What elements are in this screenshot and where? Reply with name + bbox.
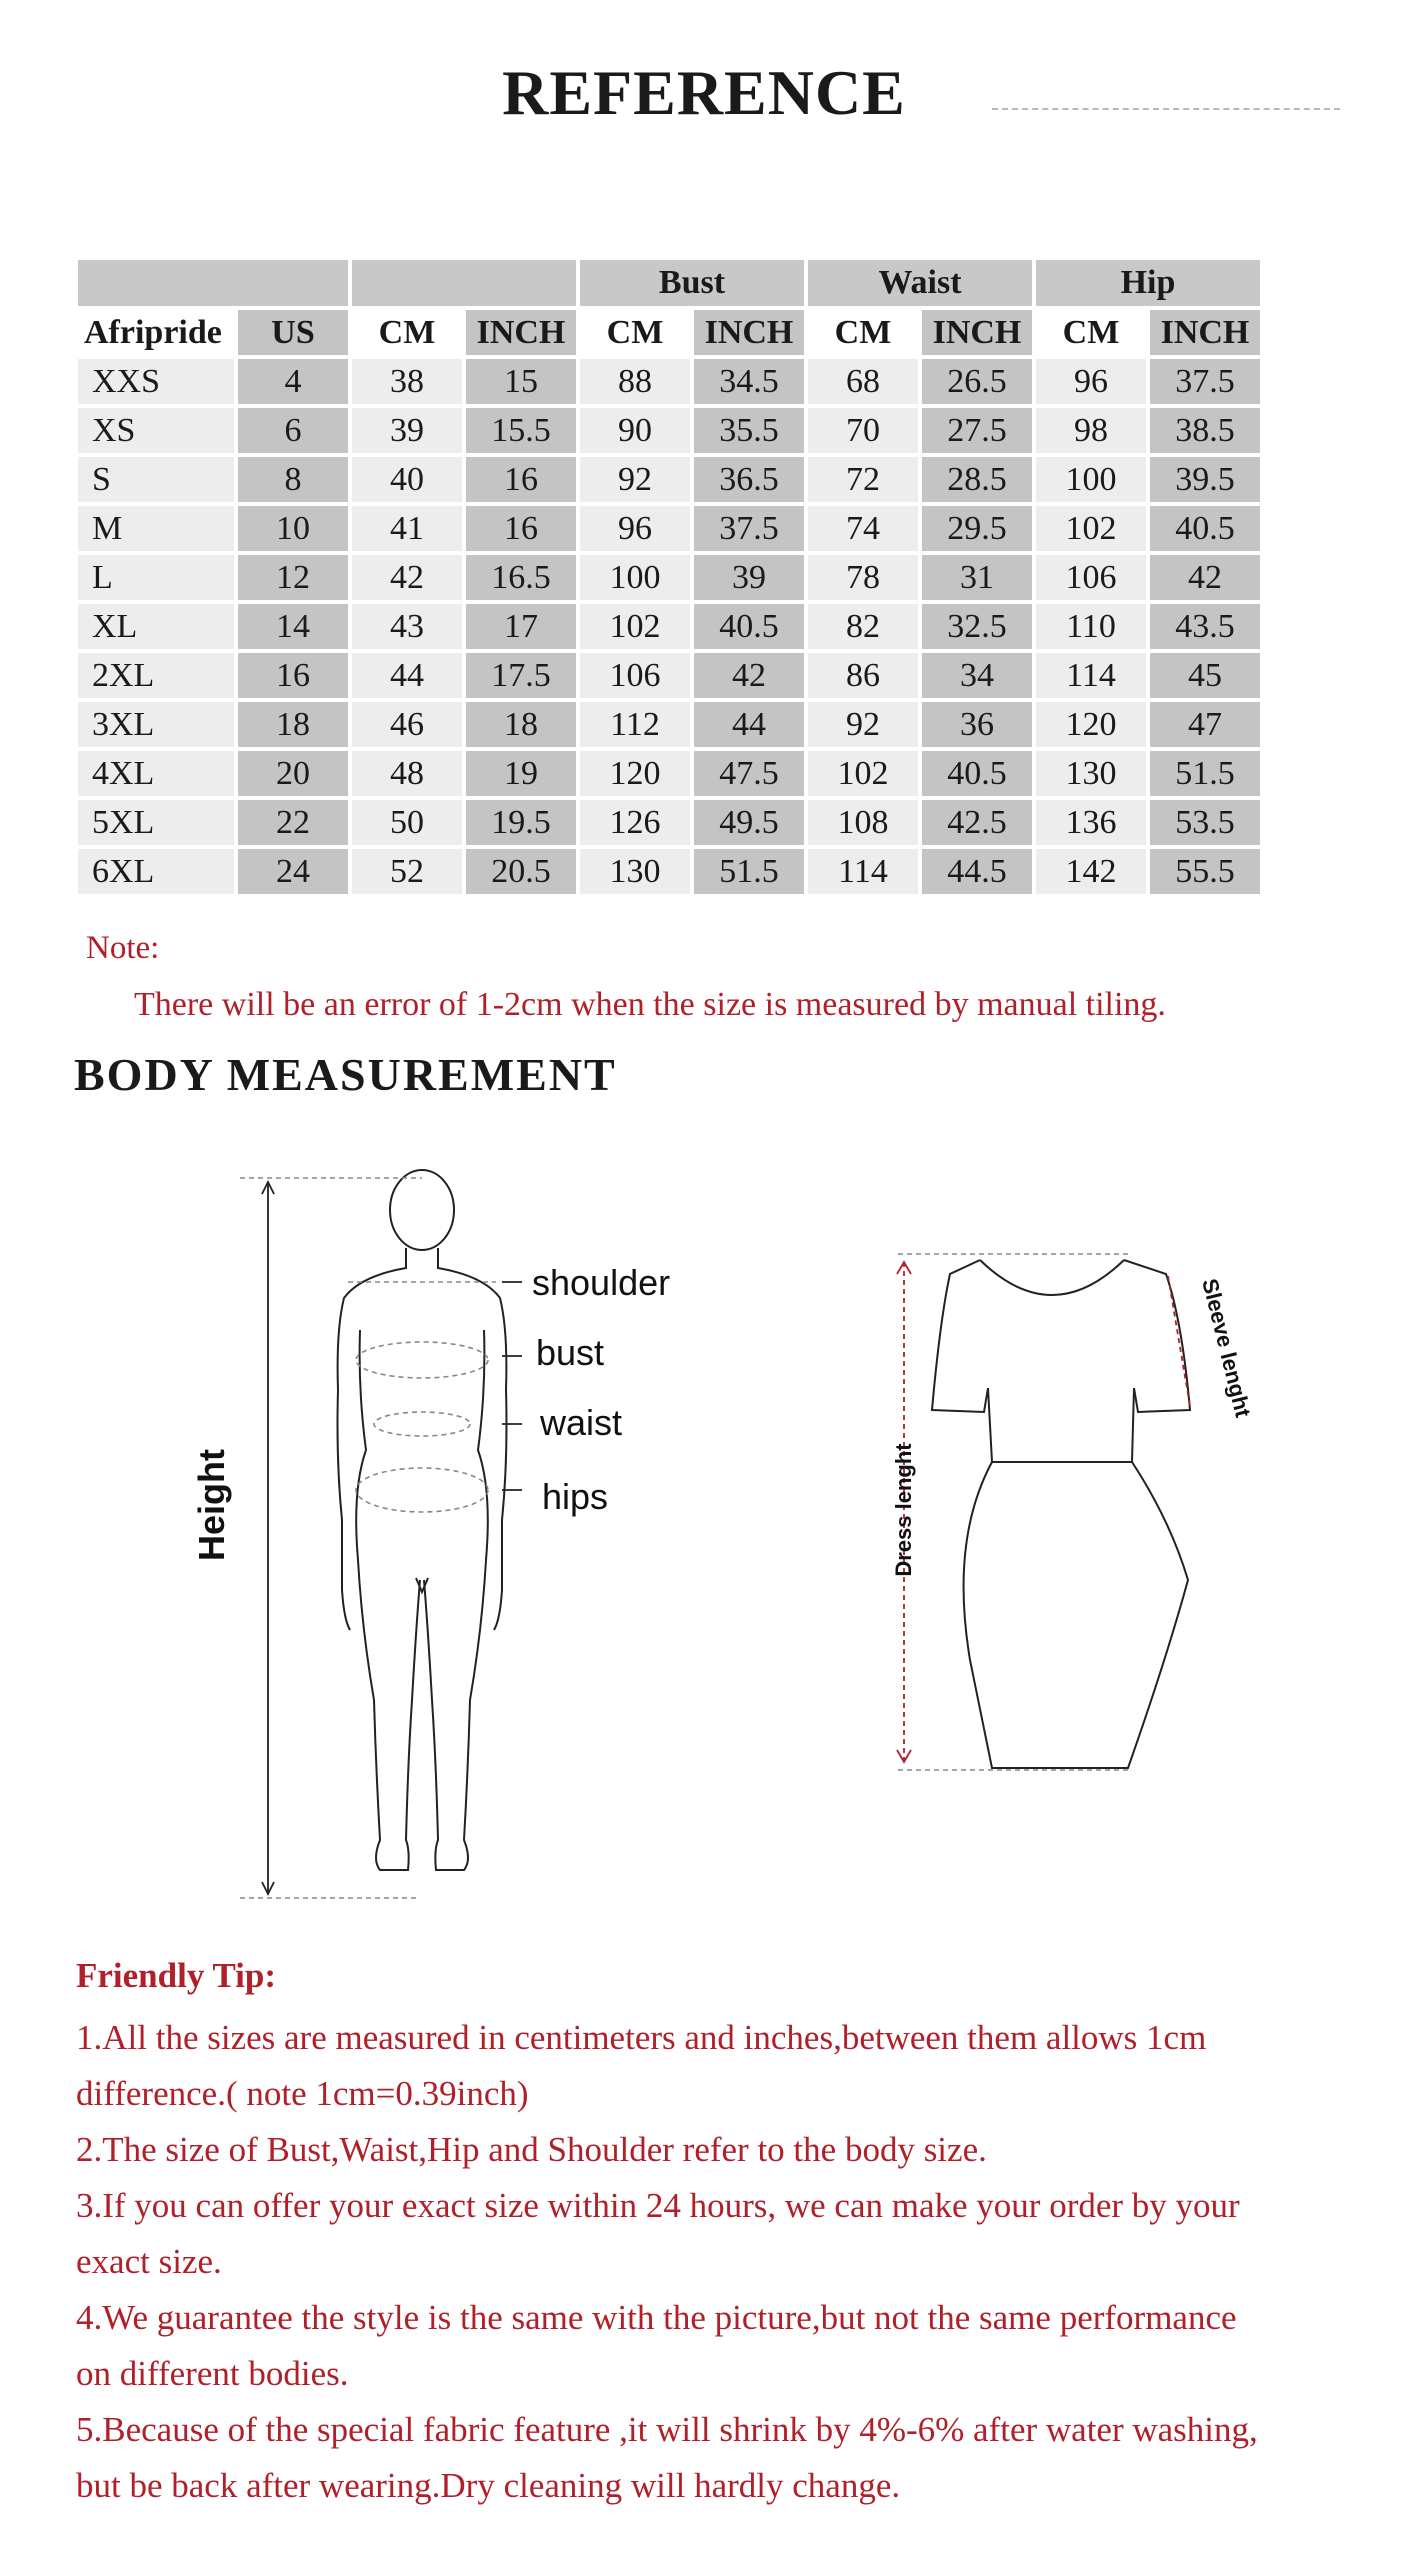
table-cell: 40.5 — [922, 751, 1032, 796]
table-cell: 55.5 — [1150, 849, 1260, 894]
size-chart-table — [74, 256, 1264, 898]
table-cell: 35.5 — [694, 408, 804, 453]
table-cell: 8 — [238, 457, 348, 502]
table-cell: 42 — [352, 555, 462, 600]
table-cell: 31 — [922, 555, 1032, 600]
label-bust: bust — [536, 1332, 605, 1373]
table-cell: 18 — [238, 702, 348, 747]
size-label-cell: XS — [78, 408, 234, 453]
table-cell: 90 — [580, 408, 690, 453]
table-cell: 52 — [352, 849, 462, 894]
label-shoulder: shoulder — [532, 1262, 671, 1303]
table-cell: 44.5 — [922, 849, 1032, 894]
table-cell: 39 — [352, 408, 462, 453]
subheader-cell: INCH — [1150, 310, 1260, 355]
table-cell: 88 — [580, 359, 690, 404]
table-cell: 130 — [580, 849, 690, 894]
table-row — [78, 359, 1260, 404]
size-label-cell: L — [78, 555, 234, 600]
subheader-cell: INCH — [922, 310, 1032, 355]
table-cell: 102 — [580, 604, 690, 649]
subheader-cell: US — [238, 310, 348, 355]
size-label-cell: 3XL — [78, 702, 234, 747]
table-cell: 68 — [808, 359, 918, 404]
table-cell: 47 — [1150, 702, 1260, 747]
group-header-hip: Hip — [1036, 260, 1260, 306]
table-cell: 40.5 — [1150, 506, 1260, 551]
table-cell: 43.5 — [1150, 604, 1260, 649]
table-cell: 120 — [1036, 702, 1146, 747]
table-cell: 100 — [580, 555, 690, 600]
table-cell: 22 — [238, 800, 348, 845]
table-cell: 74 — [808, 506, 918, 551]
table-cell: 48 — [352, 751, 462, 796]
table-row — [78, 800, 1260, 845]
table-cell: 16 — [238, 653, 348, 698]
label-hips: hips — [542, 1476, 609, 1517]
size-label-cell: 2XL — [78, 653, 234, 698]
table-cell: 112 — [580, 702, 690, 747]
tip-line: 3.If you can offer your exact size within 24 hours, we can make your order by your — [76, 2186, 1240, 2225]
table-row — [78, 555, 1260, 600]
table-cell: 44 — [352, 653, 462, 698]
table-cell: 114 — [1036, 653, 1146, 698]
table-row — [78, 457, 1260, 502]
dress-figure-illustration — [870, 1240, 1250, 1780]
table-cell: 51.5 — [694, 849, 804, 894]
table-row — [78, 604, 1260, 649]
table-cell: 72 — [808, 457, 918, 502]
tip-line: on different bodies. — [76, 2354, 349, 2393]
subheader-cell: CM — [834, 313, 892, 351]
table-cell: 49.5 — [694, 800, 804, 845]
size-label-cell: 6XL — [78, 849, 234, 894]
table-cell: 14 — [238, 604, 348, 649]
table-group-header-row — [78, 260, 1260, 306]
table-cell: 142 — [1036, 849, 1146, 894]
table-cell: 86 — [808, 653, 918, 698]
table-cell: 130 — [1036, 751, 1146, 796]
table-cell: 34.5 — [694, 359, 804, 404]
table-row — [78, 849, 1260, 894]
table-cell: 18 — [466, 702, 576, 747]
table-cell: 15 — [466, 359, 576, 404]
table-body — [78, 359, 1260, 894]
table-cell: 44 — [694, 702, 804, 747]
subheader-cell: CM — [1062, 313, 1120, 351]
size-label-cell: S — [78, 457, 234, 502]
table-cell: 70 — [808, 408, 918, 453]
table-cell: 45 — [1150, 653, 1260, 698]
label-height: Height — [191, 1449, 232, 1561]
table-cell: 108 — [808, 800, 918, 845]
table-cell: 42.5 — [922, 800, 1032, 845]
table-cell: 126 — [580, 800, 690, 845]
group-header-blank — [352, 260, 576, 306]
label-sleeve-length: Sleeve lenght — [1197, 1276, 1256, 1420]
table-cell: 120 — [580, 751, 690, 796]
size-label-cell: M — [78, 506, 234, 551]
body-figure-illustration — [240, 1160, 540, 1910]
table-cell: 42 — [1150, 555, 1260, 600]
tips-title: Friendly Tip: — [76, 1956, 277, 1995]
tip-line: difference.( note 1cm=0.39inch) — [76, 2074, 529, 2113]
table-cell: 110 — [1036, 604, 1146, 649]
table-cell: 92 — [808, 702, 918, 747]
subheader-cell: INCH — [694, 310, 804, 355]
table-cell: 16.5 — [466, 555, 576, 600]
table-cell: 26.5 — [922, 359, 1032, 404]
table-cell: 27.5 — [922, 408, 1032, 453]
table-cell: 28.5 — [922, 457, 1032, 502]
table-cell: 16 — [466, 457, 576, 502]
section-title-body-measurement: BODY MEASUREMENT — [74, 1049, 617, 1100]
table-cell: 4 — [238, 359, 348, 404]
table-cell: 19 — [466, 751, 576, 796]
table-cell: 136 — [1036, 800, 1146, 845]
table-cell: 34 — [922, 653, 1032, 698]
table-cell: 38.5 — [1150, 408, 1260, 453]
size-label-cell: XXS — [78, 359, 234, 404]
table-cell: 92 — [580, 457, 690, 502]
table-cell: 24 — [238, 849, 348, 894]
table-cell: 96 — [1036, 359, 1146, 404]
table-subheader-row — [78, 310, 1260, 355]
table-cell: 15.5 — [466, 408, 576, 453]
table-cell: 102 — [1036, 506, 1146, 551]
label-waist: waist — [540, 1402, 623, 1443]
table-cell: 114 — [808, 849, 918, 894]
table-cell: 46 — [352, 702, 462, 747]
tips-list — [76, 2010, 1356, 2514]
table-cell: 43 — [352, 604, 462, 649]
group-header-blank — [78, 260, 348, 306]
table-cell: 36 — [922, 702, 1032, 747]
table-cell: 47.5 — [694, 751, 804, 796]
table-cell: 20.5 — [466, 849, 576, 894]
table-cell: 100 — [1036, 457, 1146, 502]
table-cell: 51.5 — [1150, 751, 1260, 796]
table-cell: 53.5 — [1150, 800, 1260, 845]
group-header-waist: Waist — [808, 260, 1032, 306]
table-cell: 36.5 — [694, 457, 804, 502]
tip-line: 2.The size of Bust,Waist,Hip and Shoulder refer to the body size. — [76, 2130, 987, 2169]
page-title: REFERENCE — [502, 57, 906, 128]
tip-line: 1.All the sizes are measured in centimeters and inches,between them allows 1cm — [76, 2018, 1207, 2057]
table-cell: 106 — [1036, 555, 1146, 600]
tip-line: 5.Because of the special fabric feature ,it will shrink by 4%-6% after water washing, — [76, 2410, 1258, 2449]
table-cell: 17 — [466, 604, 576, 649]
label-dress-length: Dress lenght — [891, 1443, 916, 1577]
table-cell: 19.5 — [466, 800, 576, 845]
size-label-cell: 4XL — [78, 751, 234, 796]
table-cell: 102 — [808, 751, 918, 796]
table-cell: 82 — [808, 604, 918, 649]
table-cell: 38 — [352, 359, 462, 404]
subheader-cell: CM — [606, 313, 664, 351]
table-cell: 42 — [694, 653, 804, 698]
table-cell: 32.5 — [922, 604, 1032, 649]
table-cell: 16 — [466, 506, 576, 551]
table-cell: 12 — [238, 555, 348, 600]
table-cell: 37.5 — [694, 506, 804, 551]
table-row — [78, 506, 1260, 551]
table-cell: 50 — [352, 800, 462, 845]
size-label-cell: 5XL — [78, 800, 234, 845]
table-cell: 41 — [352, 506, 462, 551]
table-cell: 106 — [580, 653, 690, 698]
table-row — [78, 702, 1260, 747]
table-cell: 39.5 — [1150, 457, 1260, 502]
table-cell: 37.5 — [1150, 359, 1260, 404]
table-cell: 29.5 — [922, 506, 1032, 551]
table-cell: 10 — [238, 506, 348, 551]
table-row — [78, 408, 1260, 453]
table-row — [78, 653, 1260, 698]
table-cell: 6 — [238, 408, 348, 453]
table-cell: 20 — [238, 751, 348, 796]
subheader-cell: Afripride — [84, 313, 222, 351]
table-cell: 40 — [352, 457, 462, 502]
subheader-cell: CM — [378, 313, 436, 351]
tip-line: 4.We guarantee the style is the same with the picture,but not the same performance — [76, 2298, 1237, 2337]
table-row — [78, 751, 1260, 796]
tip-line: but be back after wearing.Dry cleaning will hardly change. — [76, 2466, 901, 2505]
note-label: Note: — [86, 930, 160, 966]
title-divider — [992, 108, 1340, 110]
table-cell: 78 — [808, 555, 918, 600]
table-cell: 98 — [1036, 408, 1146, 453]
table-cell: 39 — [694, 555, 804, 600]
group-header-bust: Bust — [580, 260, 804, 306]
tip-line: exact size. — [76, 2242, 222, 2281]
table-cell: 96 — [580, 506, 690, 551]
subheader-cell: INCH — [466, 310, 576, 355]
note-text: There will be an error of 1-2cm when the size is measured by manual tiling. — [134, 986, 1166, 1023]
table-cell: 40.5 — [694, 604, 804, 649]
table-cell: 17.5 — [466, 653, 576, 698]
size-label-cell: XL — [78, 604, 234, 649]
